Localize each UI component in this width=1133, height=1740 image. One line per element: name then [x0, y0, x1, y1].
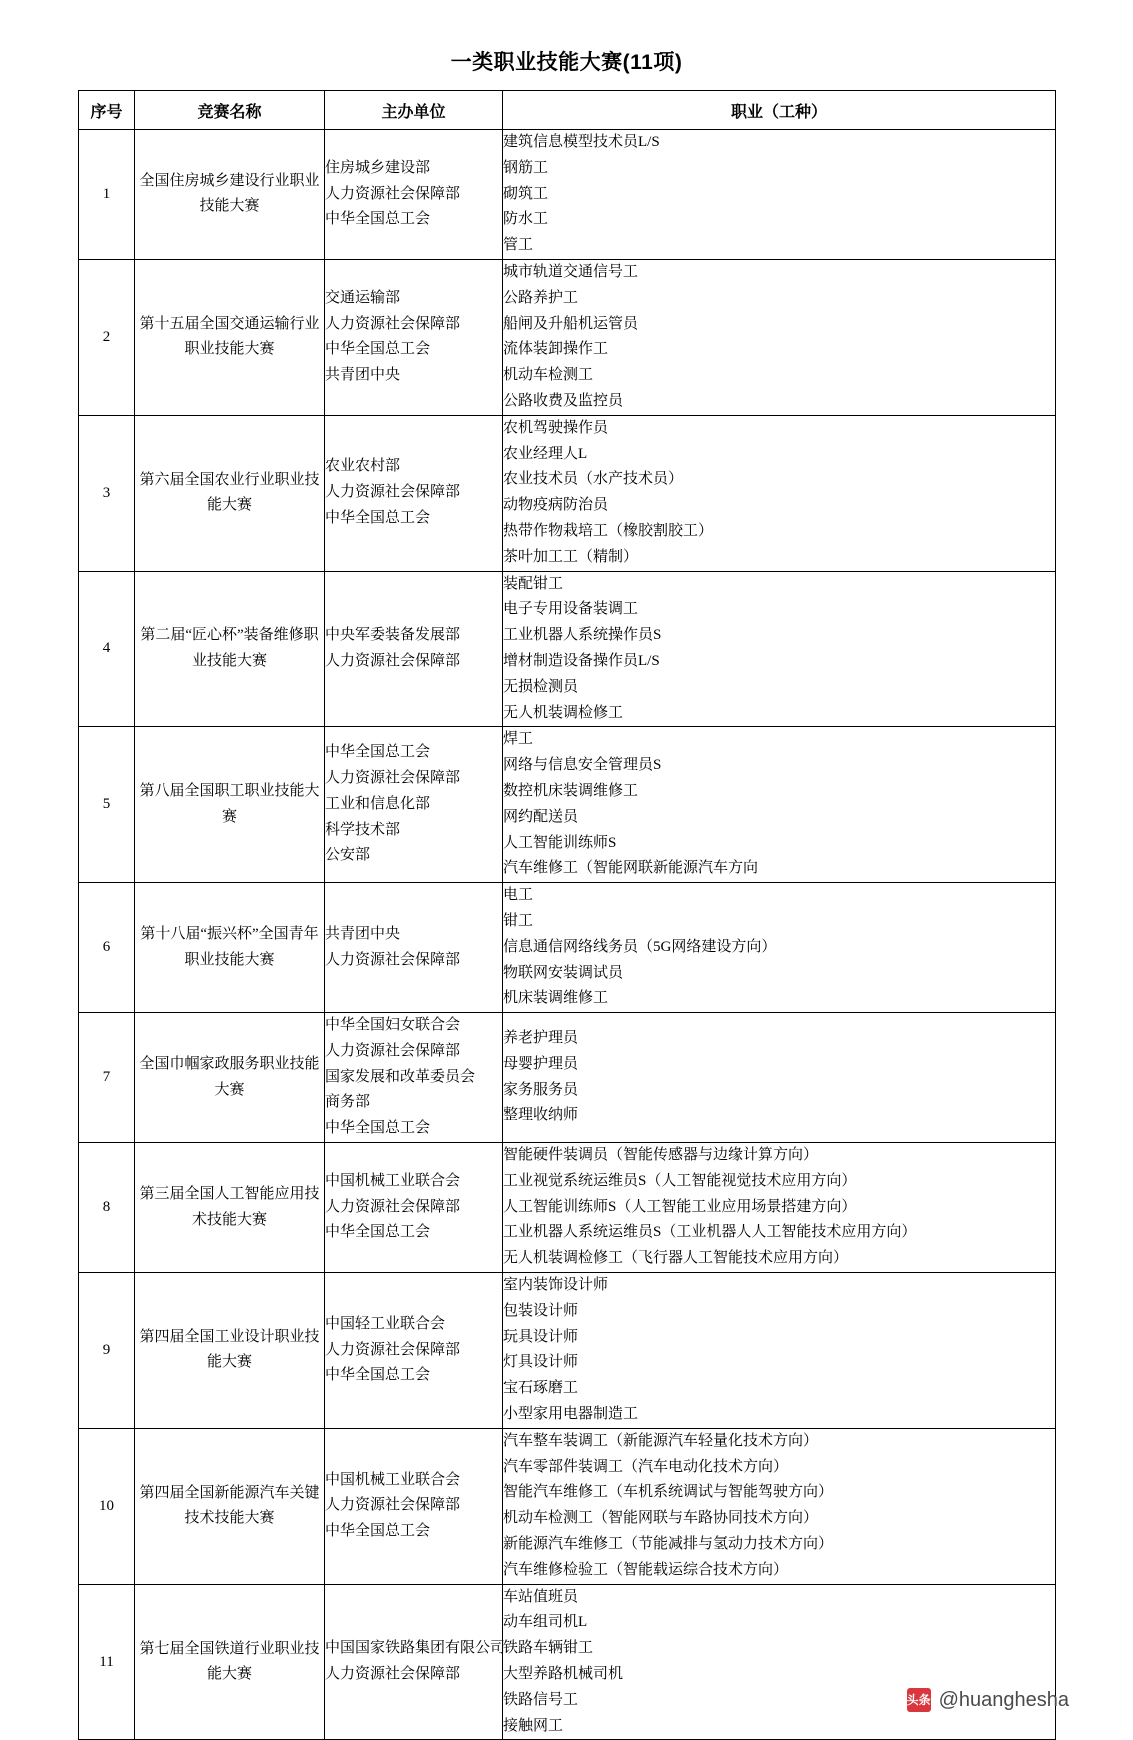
watermark-text: @huanghesha	[938, 1688, 1069, 1711]
occupation-line: 公路收费及监控员	[503, 392, 624, 409]
cell-competition-name: 第七届全国铁道行业职业技能大赛	[135, 1584, 325, 1740]
organizer-line: 共青团中央	[325, 367, 401, 384]
occupation-line: 宝石琢磨工	[503, 1380, 579, 1397]
organizer-line: 中华全国总工会	[325, 1523, 431, 1540]
occupation-line: 工业机器人系统操作员S	[503, 627, 662, 644]
occupation-line: 无人机装调检修工（飞行器人工智能技术应用方向）	[503, 1250, 849, 1267]
cell-no: 8	[79, 1143, 135, 1273]
cell-occupations	[503, 1428, 1056, 1584]
cell-competition-name: 第八届全国职工职业技能大赛	[135, 727, 325, 883]
occupation-line: 城市轨道交通信号工	[503, 263, 639, 280]
occupation-line: 智能硬件装调员（智能传感器与边缘计算方向）	[503, 1147, 819, 1164]
occupation-line: 人工智能训练师S	[503, 834, 617, 851]
cell-no: 11	[79, 1584, 135, 1740]
occupation-line: 小型家用电器制造工	[503, 1406, 639, 1423]
organizer-line: 人力资源社会保障部	[325, 1497, 461, 1514]
table-header-row	[79, 91, 1056, 130]
organizer-line: 中华全国总工会	[325, 1224, 431, 1241]
cell-no: 9	[79, 1273, 135, 1429]
cell-competition-name: 第二届“匠心杯”装备维修职业技能大赛	[135, 571, 325, 727]
occupation-line: 建筑信息模型技术员L/S	[503, 134, 660, 150]
occupation-line: 物联网安装调试员	[503, 964, 624, 981]
organizer-line: 人力资源社会保障部	[325, 185, 461, 202]
occupation-line: 接触网工	[503, 1717, 564, 1734]
organizer-line: 共青团中央	[325, 925, 401, 942]
organizer-line: 中华全国总工会	[325, 744, 431, 761]
table-row	[79, 1273, 1056, 1429]
occupation-line: 管工	[503, 237, 534, 254]
occupation-line: 铁路车辆钳工	[503, 1640, 594, 1657]
organizer-line: 中华全国妇女联合会	[325, 1017, 461, 1034]
occupation-line: 汽车零部件装调工（汽车电动化技术方向）	[503, 1458, 789, 1475]
organizer-line: 人力资源社会保障部	[325, 1666, 461, 1683]
toutiao-badge-icon: 头条	[907, 1688, 931, 1712]
organizer-line: 住房城乡建设部	[325, 159, 431, 176]
occupation-line: 汽车维修工（智能网联新能源汽车方向	[503, 860, 759, 877]
organizer-line: 人力资源社会保障部	[325, 484, 461, 501]
organizer-line: 中国机械工业联合会	[325, 1471, 461, 1488]
cell-occupations	[503, 1584, 1056, 1740]
occupation-line: 公路养护工	[503, 289, 579, 306]
cell-organizers	[325, 415, 503, 571]
cell-occupations	[503, 1273, 1056, 1429]
organizer-line: 人力资源社会保障部	[325, 652, 461, 669]
occupation-line: 茶叶加工工（精制）	[503, 548, 639, 565]
occupation-line: 钳工	[503, 912, 534, 929]
cell-occupations	[503, 1143, 1056, 1273]
occupation-line: 装配钳工	[503, 575, 564, 592]
occupation-line: 工业视觉系统运维员S（人工智能视觉技术应用方向）	[503, 1172, 857, 1189]
occupation-line: 工业机器人系统运维员S（工业机器人人工智能技术应用方向）	[503, 1224, 917, 1241]
occupation-line: 动物疫病防治员	[503, 497, 609, 514]
cell-competition-name: 第十五届全国交通运输行业职业技能大赛	[135, 259, 325, 415]
organizer-line: 人力资源社会保障部	[325, 315, 461, 332]
cell-competition-name: 第四届全国工业设计职业技能大赛	[135, 1273, 325, 1429]
organizer-line: 中华全国总工会	[325, 1120, 431, 1137]
cell-no: 4	[79, 571, 135, 727]
cell-organizers	[325, 1143, 503, 1273]
occupation-line: 无损检测员	[503, 678, 579, 695]
occupation-line: 钢筋工	[503, 159, 549, 176]
organizer-line: 科学技术部	[325, 821, 401, 838]
column-header-jobs: 职业（工种）	[503, 91, 1056, 130]
table-row	[79, 727, 1056, 883]
cell-organizers	[325, 1013, 503, 1143]
table-body	[79, 130, 1056, 1740]
organizer-line: 中央军委装备发展部	[325, 627, 461, 644]
occupation-line: 农业经理人L	[503, 445, 588, 462]
occupation-line: 焊工	[503, 731, 534, 748]
cell-competition-name: 第六届全国农业行业职业技能大赛	[135, 415, 325, 571]
organizer-line: 中国机械工业联合会	[325, 1172, 461, 1189]
organizer-line: 人力资源社会保障部	[325, 951, 461, 968]
table-row	[79, 1013, 1056, 1143]
occupation-line: 农机驾驶操作员	[503, 419, 609, 436]
occupation-line: 机动车检测工（智能网联与车路协同技术方向）	[503, 1510, 819, 1527]
cell-competition-name: 第四届全国新能源汽车关键技术技能大赛	[135, 1428, 325, 1584]
cell-organizers	[325, 1428, 503, 1584]
occupation-line: 机床装调维修工	[503, 990, 609, 1007]
occupation-line: 家务服务员	[503, 1081, 579, 1098]
table-row	[79, 1428, 1056, 1584]
occupation-line: 数控机床装调维修工	[503, 782, 639, 799]
organizer-line: 工业和信息化部	[325, 795, 431, 812]
organizer-line: 农业农村部	[325, 458, 401, 475]
occupation-line: 无人机装调检修工	[503, 704, 624, 721]
organizer-line: 公安部	[325, 847, 371, 864]
table-row	[79, 883, 1056, 1013]
organizer-line: 中国国家铁路集团有限公司	[325, 1640, 506, 1657]
cell-organizers	[325, 1584, 506, 1740]
cell-no: 10	[79, 1428, 135, 1584]
cell-no: 3	[79, 415, 135, 571]
column-header-name: 竞赛名称	[135, 91, 325, 130]
cell-organizers	[325, 571, 503, 727]
cell-competition-name: 第三届全国人工智能应用技术技能大赛	[135, 1143, 325, 1273]
cell-no: 1	[79, 130, 135, 260]
organizer-line: 国家发展和改革委员会	[325, 1068, 476, 1085]
organizer-line: 中华全国总工会	[325, 211, 431, 228]
organizer-line: 商务部	[325, 1094, 371, 1111]
occupation-line: 整理收纳师	[503, 1107, 579, 1124]
cell-occupations	[503, 130, 1056, 260]
occupation-line: 铁路信号工	[503, 1691, 579, 1708]
cell-occupations	[503, 1013, 1056, 1143]
cell-organizers	[325, 883, 503, 1013]
occupation-line: 汽车整车装调工（新能源汽车轻量化技术方向）	[503, 1432, 819, 1449]
occupation-line: 智能汽车维修工（车机系统调试与智能驾驶方向）	[503, 1484, 834, 1501]
page-title: 一类职业技能大赛(11项)	[450, 51, 683, 74]
organizer-line: 人力资源社会保障部	[325, 1198, 461, 1215]
occupation-line: 包装设计师	[503, 1302, 579, 1319]
cell-competition-name: 全国巾帼家政服务职业技能大赛	[135, 1013, 325, 1143]
occupation-line: 人工智能训练师S（人工智能工业应用场景搭建方向）	[503, 1198, 857, 1215]
occupation-line: 电工	[503, 887, 534, 904]
occupation-line: 防水工	[503, 211, 549, 228]
occupation-line: 热带作物栽培工（橡胶割胶工）	[503, 522, 714, 539]
occupation-line: 网络与信息安全管理员S	[503, 757, 662, 774]
organizer-line: 中华全国总工会	[325, 510, 431, 527]
organizer-line: 中华全国总工会	[325, 1367, 431, 1384]
cell-no: 7	[79, 1013, 135, 1143]
occupation-line: 汽车维修检验工（智能载运综合技术方向）	[503, 1561, 789, 1578]
occupation-line: 新能源汽车维修工（节能减排与氢动力技术方向）	[503, 1536, 834, 1553]
occupation-line: 船闸及升船机运管员	[503, 315, 639, 332]
occupation-line: 流体装卸操作工	[503, 341, 609, 358]
column-header-org: 主办单位	[325, 91, 503, 130]
organizer-line: 中华全国总工会	[325, 341, 431, 358]
cell-competition-name: 全国住房城乡建设行业职业技能大赛	[135, 130, 325, 260]
skills-competition-table	[78, 90, 1056, 1740]
cell-organizers	[325, 1273, 503, 1429]
cell-no: 6	[79, 883, 135, 1013]
cell-organizers	[325, 259, 503, 415]
occupation-line: 车站值班员	[503, 1588, 579, 1605]
cell-occupations	[503, 415, 1056, 571]
organizer-line: 交通运输部	[325, 289, 401, 306]
cell-organizers	[325, 130, 503, 260]
cell-no: 2	[79, 259, 135, 415]
occupation-line: 砌筑工	[503, 185, 549, 202]
occupation-line: 玩具设计师	[503, 1328, 579, 1345]
cell-no: 5	[79, 727, 135, 883]
cell-occupations	[503, 727, 1056, 883]
organizer-line: 人力资源社会保障部	[325, 1042, 461, 1059]
table-row	[79, 415, 1056, 571]
occupation-line: 养老护理员	[503, 1029, 579, 1046]
watermark	[907, 1688, 1069, 1712]
occupation-line: 机动车检测工	[503, 367, 594, 384]
cell-competition-name: 第十八届“振兴杯”全国青年职业技能大赛	[135, 883, 325, 1013]
occupation-line: 信息通信网络线务员（5G网络建设方向）	[503, 938, 777, 955]
cell-occupations	[503, 259, 1056, 415]
table-row	[79, 1584, 1056, 1740]
cell-occupations	[503, 571, 1056, 727]
organizer-line: 中国轻工业联合会	[325, 1315, 446, 1332]
occupation-line: 网约配送员	[503, 808, 579, 825]
occupation-line: 农业技术员（水产技术员）	[503, 471, 684, 488]
organizer-line: 人力资源社会保障部	[325, 770, 461, 787]
occupation-line: 大型养路机械司机	[503, 1666, 624, 1683]
occupation-line: 电子专用设备装调工	[503, 601, 639, 618]
organizer-line: 人力资源社会保障部	[325, 1341, 461, 1358]
table-row	[79, 1143, 1056, 1273]
occupation-line: 母婴护理员	[503, 1055, 579, 1072]
cell-occupations	[503, 883, 1056, 1013]
cell-organizers	[325, 727, 503, 883]
table-row	[79, 259, 1056, 415]
column-header-no: 序号	[79, 91, 135, 130]
table-row	[79, 130, 1056, 260]
table-row	[79, 571, 1056, 727]
occupation-line: 增材制造设备操作员L/S	[503, 652, 660, 669]
occupation-line: 室内装饰设计师	[503, 1277, 609, 1294]
occupation-line: 动车组司机L	[503, 1614, 588, 1631]
occupation-line: 灯具设计师	[503, 1354, 579, 1371]
